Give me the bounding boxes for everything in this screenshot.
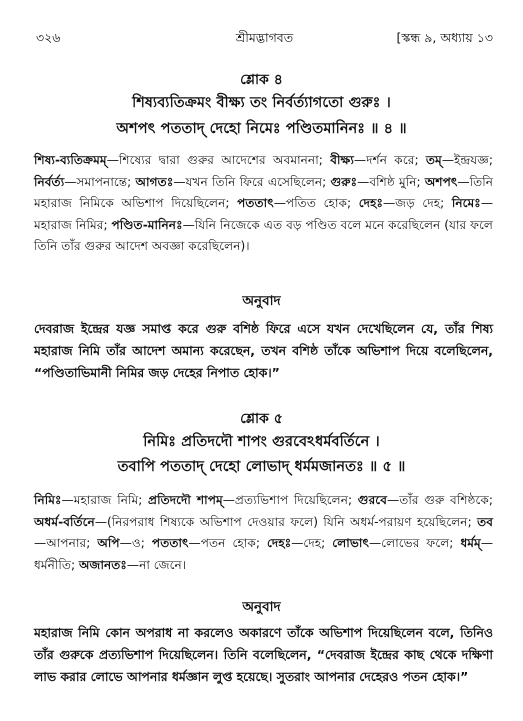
synonym-term: তব <box>477 514 493 529</box>
synonym-term: গুরুঃ <box>330 174 358 189</box>
book-title: শ্রীমদ্ভাগবত <box>235 30 294 45</box>
page-number: ৩২৬ <box>36 30 61 45</box>
synonym-term: নিমেঃ <box>451 196 481 210</box>
verse-5-translation-heading: অনুবাদ <box>242 599 281 615</box>
verse-4-line-1: শিষ্যব্যতিক্রমং বীক্ষ্য তং নির্বর্ত্যাগতো গুরুঃ । <box>132 95 391 111</box>
synonym-term: অজানতঃ <box>78 557 127 572</box>
synonym-term: নিমিঃ <box>34 493 62 507</box>
synonym-meaning: —পতিত হোক; <box>273 196 359 210</box>
synonym-meaning: —ও; <box>119 536 152 550</box>
verse-4-line-2: অশপৎ পততাদ্ দেহো নিমেঃ পণ্ডিতমানিনঃ ॥ ৪ ॥ <box>116 121 407 137</box>
synonym-meaning: —দেহ; <box>291 536 333 550</box>
synonym-term: দেহঃ <box>266 536 292 550</box>
synonym-term: প্রতিদদৌ শাপম্ <box>148 493 223 507</box>
synonym-term: লোভাৎ <box>332 536 369 550</box>
synonym-meaning: —মহারাজ নিমি; <box>61 493 148 507</box>
synonym-term: আগতঃ <box>135 174 174 189</box>
synonym-meaning: —ইন্দ্রযজ্ঞ; <box>441 153 493 167</box>
synonym-meaning: —জড় দেহ; <box>382 196 452 210</box>
synonym-meaning: —তাঁর গুরু বশিষ্ঠকে; <box>387 493 493 507</box>
synonym-meaning: —শিষ্যের দ্বারা গুরুর আদেশের অবমাননা; <box>106 153 331 167</box>
synonym-term: গুরবে <box>357 493 387 507</box>
chapter-reference: [স্কন্ধ ৯, অধ্যায় ১৩ <box>396 30 493 45</box>
verse-5-synonyms <box>34 490 493 576</box>
synonym-meaning: —সমাপনান্তে; <box>64 174 136 189</box>
synonym-meaning: —আপনার; <box>34 536 98 550</box>
verse-5-line-2: তবাপি পততাদ্ দেহো লোভাদ্ ধর্মমজানতঃ ॥ ৫ ॥ <box>117 459 406 475</box>
synonym-meaning: —দর্শন করে; <box>353 153 426 167</box>
verse-4-translation-heading: অনুবাদ <box>242 293 281 309</box>
synonym-term: অধর্ম-বর্তিনে <box>34 514 95 529</box>
synonym-term: পততাৎ <box>237 196 274 210</box>
synonym-term: নির্বর্ত্য <box>34 174 65 189</box>
synonym-meaning: —তিনি মহারাজ নিমিকে অভিশাপ দিয়েছিলেন; <box>34 174 493 210</box>
synonym-term: অপি <box>97 536 120 550</box>
synonym-term: বীক্ষ্য <box>330 153 354 167</box>
synonym-term: দেহঃ <box>358 196 383 210</box>
verse-5-line-1: নিমিঃ প্রতিদদৌ শাপং গুরবেঽধর্মবর্তিনে । <box>143 434 380 450</box>
verse-5-heading: শ্লোক ৫ <box>240 411 283 427</box>
verse-4-translation: দেবরাজ ইন্দ্রের যজ্ঞ সমাপ্ত করে গুরু বশিষ্ঠ ফিরে এসে যখন দেখেছিলেন যে, তাঁর শিষ্য মহারাজ নিমি তাঁর আদেশ অমান্য করেছেন, তখন বশিষ্ঠ তাঁকে অভিশাপ দিয়ে বলেছিলেন, “পণ্ডিতাভিমানী নিমির জড় দেহের নিপাত হোক।” <box>34 321 493 380</box>
page-header <box>36 30 493 46</box>
synonym-term: শিষ্য-ব্যতিক্রমম্ <box>34 153 107 167</box>
synonym-meaning: —যখন তিনি ফিরে এসেছিলেন; <box>173 174 331 189</box>
synonym-meaning: —না জেনে। <box>126 557 187 572</box>
synonym-meaning: —(নিরপরাধ শিষ্যকে অভিশাপ দেওয়ার ফলে) যিনি অধর্ম-পরায়ণ হয়েছিলেন; <box>94 514 478 529</box>
synonym-meaning: —মহারাজ নিমির; <box>34 196 493 232</box>
verse-5-translation: মহারাজ নিমি কোন অপরাধ না করলেও অকারণে তাঁকে অভিশাপ দিয়েছিলেন বলে, তিনিও তাঁর গুরুকে প্রত্যভিশাপ দিয়েছিলেন। তিনি বলেছিলেন, “দেবরাজ ইন্দ্রের কাছ থেকে দক্ষিণা লাভ করার লোভে আপনার ধর্মজ্ঞান লুপ্ত হয়েছে। সুতরাং আপনার দেহেরও পতন হোক।” <box>34 625 493 684</box>
synonym-meaning: —যিনি নিজেকে এত বড় পণ্ডিত বলে মনে করেছিলেন (যার ফলে তিনি তাঁর গুরুর আদেশ অবজ্ঞা করেছিলেন)। <box>34 217 494 253</box>
synonym-meaning: —ধর্মনীতি; <box>34 536 493 572</box>
synonym-term: ধর্মম্ <box>460 536 481 550</box>
synonym-meaning: —পতন হোক; <box>188 536 267 550</box>
synonym-term: পণ্ডিত-মানিনঃ <box>111 217 183 232</box>
synonym-term: পততাৎ <box>151 536 189 550</box>
synonym-meaning: —প্রত্যভিশাপ দিয়েছিলেন; <box>222 493 358 507</box>
synonym-term: তম্ <box>425 153 442 167</box>
synonym-term: অশপৎ <box>424 174 458 189</box>
synonym-meaning: —বশিষ্ঠ মুনি; <box>357 174 425 189</box>
verse-4-synonyms <box>34 150 493 258</box>
synonym-meaning: —লোভের ফলে; <box>368 536 461 550</box>
verse-4-heading: শ্লোক ৪ <box>240 72 283 88</box>
